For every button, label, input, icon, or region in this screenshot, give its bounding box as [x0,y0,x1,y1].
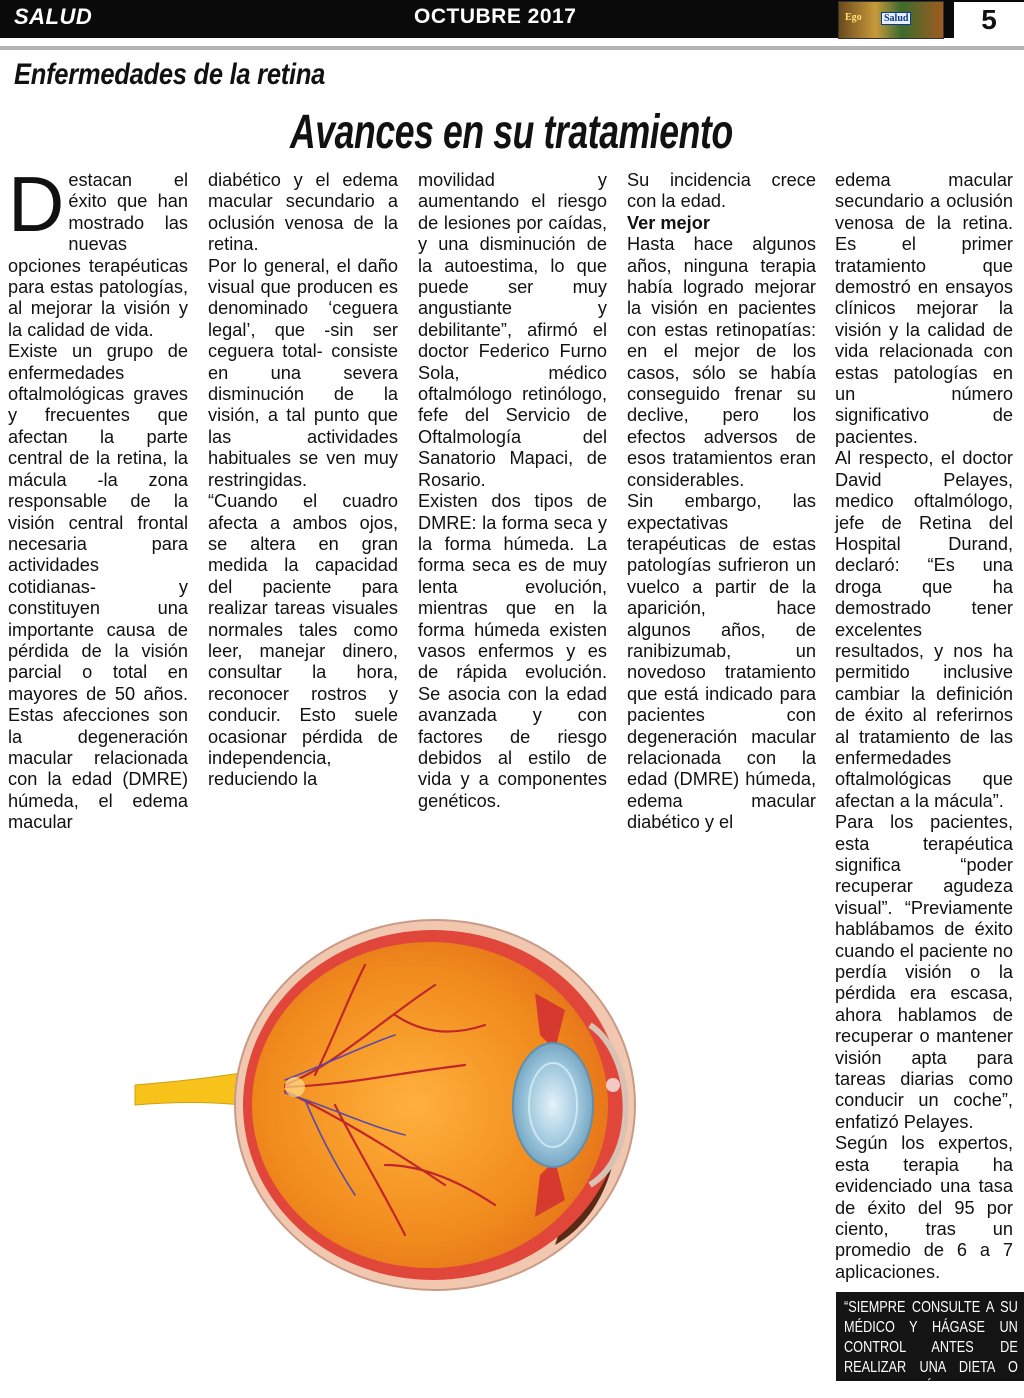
magazine-logo [838,1,944,39]
subheading: Ver mejor [627,212,710,233]
paragraph [8,160,188,341]
paragraph: diabético y el edema macular secundario a oclusión venosa de la retina. [208,170,398,255]
eye-anatomy-icon [135,915,640,1305]
text-column-2 [208,170,398,791]
paragraph: Existe un grupo de enfermedades oftalmológicas graves y frecuentes que afectan la parte central de la retina, la mácula -la zona responsable de la visión central frontal necesaria para actividades cotidianas- y constituyen una importante causa de pérdida de la visión parcial o total en mayores de 50 años. Estas afecciones son la degeneración macular relacionada con la edad (DMRE) húmeda, el edema macular [8,341,188,833]
paragraph: Según los expertos, esta terapia ha evidenciado una tasa de éxito del 95 por ciento, tras un promedio de 6 a 7 aplicaciones. [835,1133,1013,1282]
logo-text-1: Ego [845,12,862,23]
paragraph: movilidad y aumentando el riesgo de lesiones por caídas, y una disminución de la autoestima, lo que puede ser muy angustiante y debilitante”, afirmó el doctor Federico Furno Sola, médico oftalmólogo retinólogo, fefe del Servicio de Oftalmología del Sanatorio Mapaci, de Rosario. [418,170,607,490]
paragraph: Hasta hace algunos años, ninguna terapia había logrado mejorar la visión en pacientes con estas retinopatías: en el mejor de los casos, sólo se había conseguido frenar su declive, pero los efectos adversos de esos tratamientos eran considerables. [627,234,816,490]
article-kicker: Enfermedades de la retina [14,58,326,91]
paragraph: Para los pacientes, esta terapéutica significa “poder recuperar agudeza visual”. “Previamente hablábamos de éxito cuando el paciente no perdía visión o la pérdida era escasa, ahora hablamos de recuperar o mantener visión apta para tareas diarias como conducir un coche”, enfatizó Pelayes. [835,812,1013,1132]
text-column-1 [8,160,188,834]
paragraph: Por lo general, el daño visual que producen es denominado ‘ceguera legal’, que -sin ser ceguera total- consiste en una severa disminución de la visión, a tal punto que las actividades habituales se ven muy restringidas. [208,255,398,490]
text-column-3 [418,170,607,812]
callout-text: “SIEMPRE CONSULTE A SU MÉDICO Y HÁGASE UN CONTROL ANTES DE REALIZAR UNA DIETA O ACTIVADAD FÍSICA” [844,1299,1018,1396]
paragraph: Sin embargo, las expectativas terapéuticas de estas patologías sufrieron un vuelco a partir de la aparición, hace algunos años, de ranibizumab, un novedoso tratamiento que está indicado para pacientes con degeneración macular relacionada con la edad (DMRE) húmeda, edema macular diabético y el [627,491,816,833]
text-column-4 [627,170,816,834]
paragraph: Existen dos tipos de DMRE: la forma seca y la forma húmeda. La forma seca es de muy lenta evolución, mientras que en la forma húmeda existen vasos enfermos y es de rápida evolución. Se asocia con la edad avanzada y con factores de riesgo debidos al estilo de vida y a componentes genéticos. [418,491,607,811]
section-label: SALUD [14,4,93,29]
paragraph: edema macular secundario a oclusión venosa de la retina. Es el primer tratamiento que demostró en ensayos clínicos mejorar la visión y la calidad de vida relacionada con estas patologías en un número significativo de pacientes. [835,170,1013,447]
advice-callout [836,1292,1024,1396]
paragraph: “Cuando el cuadro afecta a ambos ojos, se altera en gran medida la capacidad del paciente para realizar tareas visuales normales tales como leer, manejar dinero, consultar la hora, reconocer rostros y conducir. Esto suele ocasionar pérdida de independencia, reduciendo la [208,491,398,790]
article-headline: Avances en su tratamiento [290,106,733,159]
logo-text-2: Salud [881,12,911,25]
text-column-5 [835,170,1013,1283]
paragraph: Al respecto, el doctor David Pelayes, medico oftalmólogo, jefe de Retina del Hospital Durand, declaró: “Es una droga que ha demostrado tener excelentes resultados, y nos ha permitido inclusive cambiar la definición de éxito al referirnos al tratamiento de las enfermedades oftalmológicas que afectan a la mácula”. [835,448,1013,811]
page-number: 5 [954,2,1024,38]
issue-date: OCTUBRE 2017 [414,5,577,28]
header-rule [0,46,1024,50]
paragraph: Su incidencia crece con la edad. [627,170,816,212]
drop-cap: D [8,160,65,248]
paragraph-text: estacan el éxito que han mostrado las nuevas opciones terapéuticas para estas patologías, al mejorar la visión y la calidad de vida. [8,170,188,340]
